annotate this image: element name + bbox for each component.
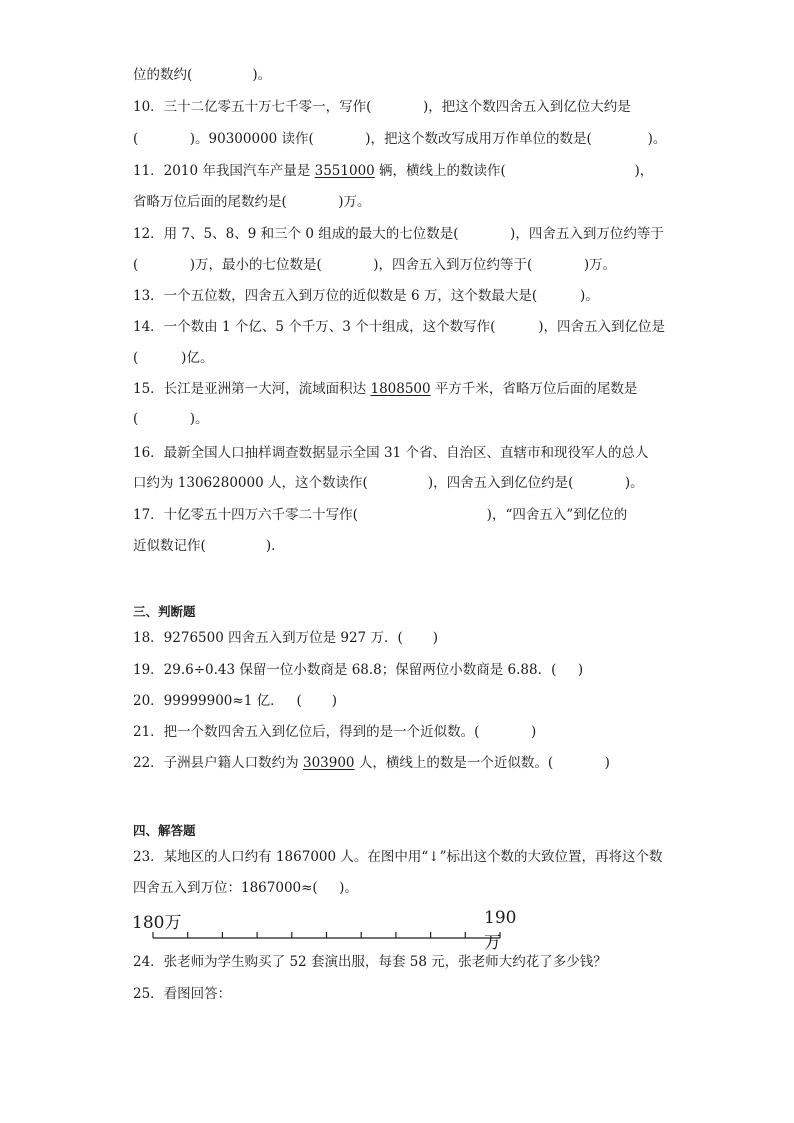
question-11 (133, 162, 653, 180)
question-10-cont: ( )。90300000 读作( )，把这个数改写成用万作单位的数是( )。 (133, 131, 667, 147)
number-line-right-label: 190万 (484, 908, 517, 953)
q22-underlined-number: 303900 (302, 755, 355, 771)
question-13: 13．一个五位数，四舍五入到万位的近似数是 6 万，这个数最大是( )。 (133, 288, 599, 304)
text-line: 位的数约( )。 (133, 67, 272, 83)
question-15-cont: ( )。 (133, 411, 209, 427)
question-14: 14．一个数由 1 个亿、5 个千万、3 个十组成，这个数写作( )，四舍五入到亿位是 (133, 319, 666, 335)
number-line-left-label: 180万 (132, 913, 182, 933)
question-22 (133, 754, 610, 772)
question-20: 20．99999900≈1 亿． ( ) (133, 693, 338, 709)
question-24: 24．张老师为学生购买了 52 套演出服，每套 58 元，张老师大约花了多少钱？ (133, 954, 607, 970)
question-12: 12．用 7、5、8、9 和三个 0 组成的最大的七位数是( )，四舍五入到万位约等于 (133, 226, 664, 242)
question-16: 16．最新全国人口抽样调查数据显示全国 31 个省、自治区、直辖市和现役军人的总人 (133, 445, 649, 461)
question-10: 10．三十二亿零五十万七千零一，写作( )，把这个数四舍五入到亿位大约是 (133, 99, 631, 115)
q22-part1: 22．子洲县户籍人口数约为 (133, 755, 303, 771)
number-line-svg (150, 908, 530, 948)
question-23: 23．某地区的人口约有 1867000 人。在图中用“↓”标出这个数的大致位置，再将这个数 (133, 849, 663, 865)
number-line (132, 908, 530, 953)
question-12-cont: ( )万，最小的七位数是( )，四舍五入到万位约等于( )万。 (133, 257, 617, 273)
question-14-cont: ( )亿。 (133, 350, 214, 366)
question-11-cont: 省略万位后面的尾数约是( )万。 (133, 194, 371, 210)
number-line-ticks (153, 932, 500, 938)
q15-part1: 15．长江是亚洲第一大河，流域面积达 (133, 381, 371, 397)
question-15 (133, 380, 637, 398)
question-23-cont: 四舍五入到万位：1867000≈( )。 (133, 880, 358, 896)
q15-underlined-number: 1808500 (370, 381, 431, 397)
question-21: 21．把一个数四舍五入到亿位后，得到的是一个近似数。( ) (133, 724, 537, 740)
q22-part2: 人，横线上的数是一个近似数。( ) (354, 755, 610, 771)
question-17: 17．十亿零五十四万六千零二十写作( )，“四舍五入”到亿位的 (133, 507, 628, 523)
question-25: 25．看图回答： (133, 986, 232, 1002)
section-heading-solutions: 四、解答题 (133, 823, 196, 838)
q15-part2: 平方千米，省略万位后面的尾数是 (430, 381, 638, 397)
q11-part2: 辆，横线上的数读作( )， (374, 163, 654, 179)
question-17-cont: 近似数记作( ). (133, 538, 276, 554)
section-heading-judgement: 三、判断题 (133, 604, 196, 619)
question-16-cont: 口约为 1306280000 人，这个数读作( )，四舍五入到亿位约是( )。 (133, 475, 644, 491)
q11-underlined-number: 3551000 (314, 163, 375, 179)
q11-part1: 11．2010 年我国汽车产量是 (133, 163, 315, 179)
question-19: 19．29.6÷0.43 保留一位小数商是 68.8；保留两位小数商是 6.88．( ) (133, 662, 584, 678)
question-18: 18．9276500 四舍五入到万位是 927 万．( ) (133, 630, 439, 646)
